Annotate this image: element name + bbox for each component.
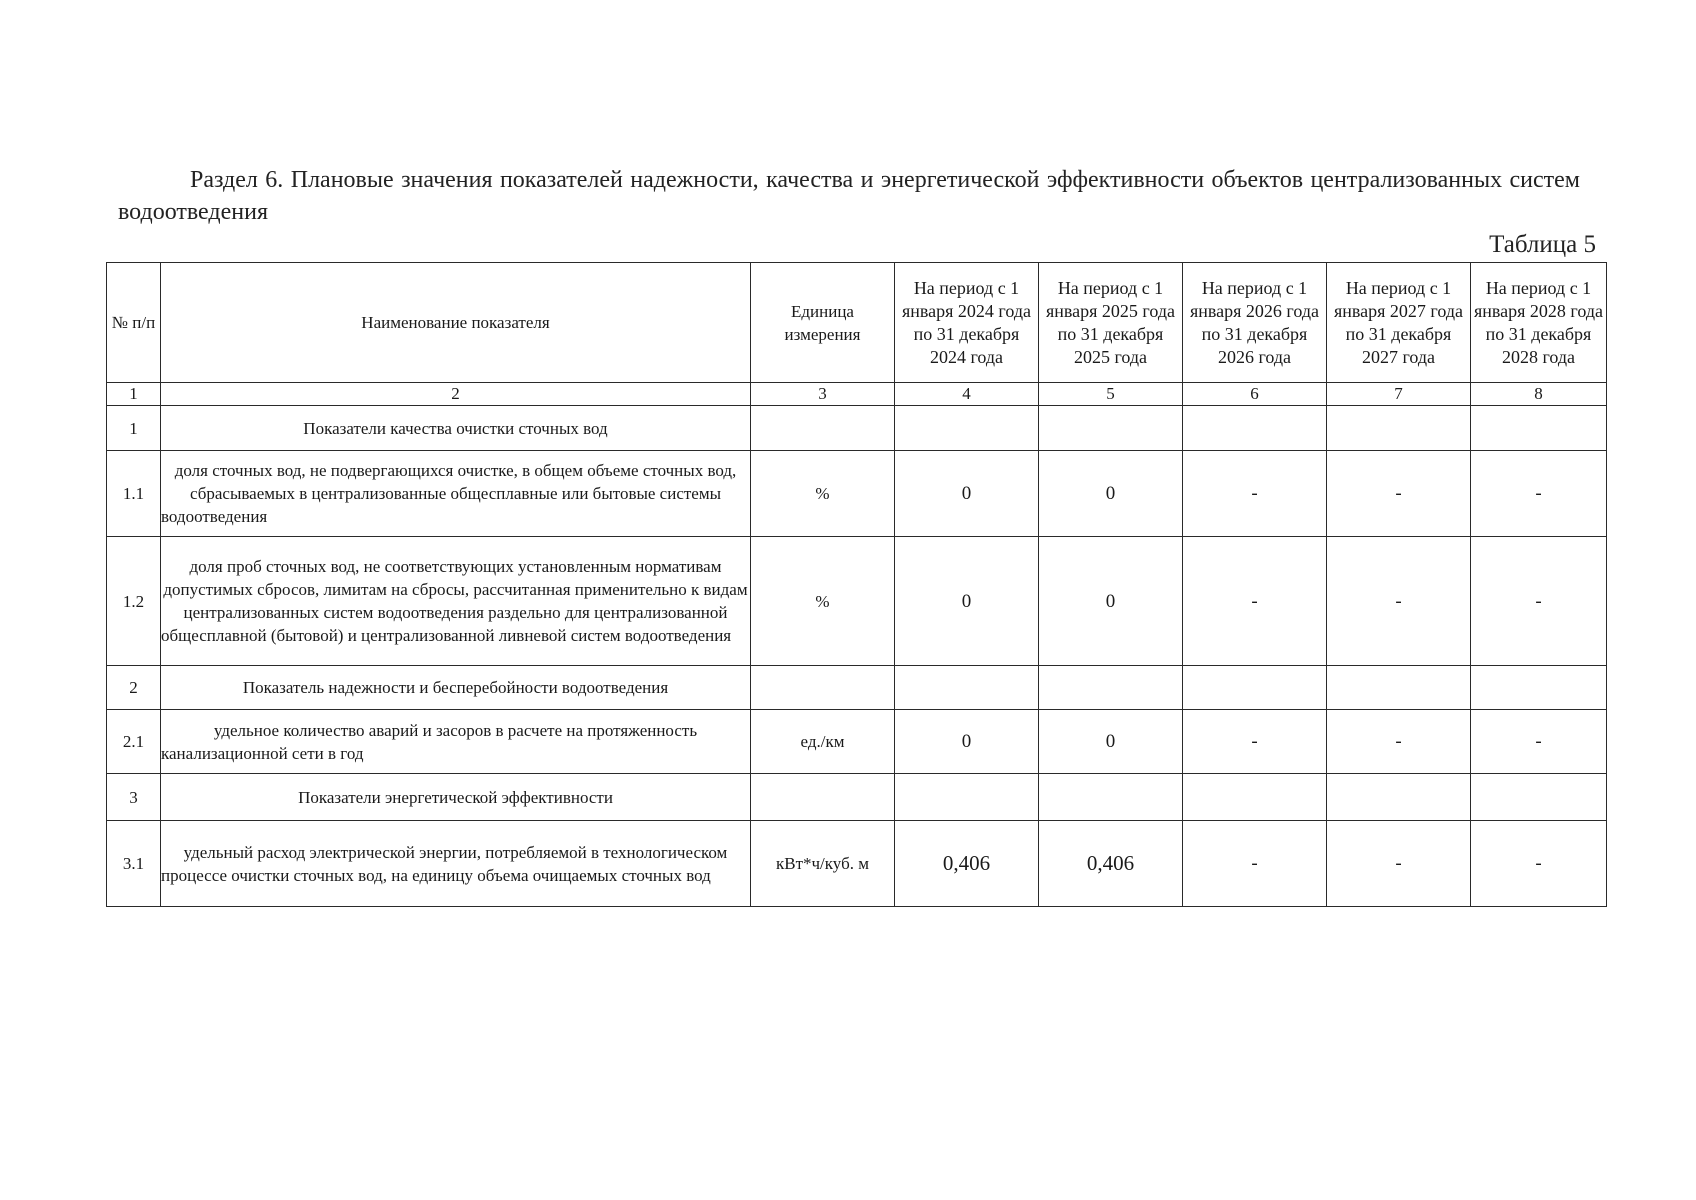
- indicator-name: удельный расход электрической энергии, потребляемой в технологическом процессе очистки сточных вод, на единицу объема очищаемых сточных вод: [161, 821, 751, 907]
- header-period-2027: На период с 1 января 2027 года по 31 декабря 2027 года: [1327, 263, 1471, 383]
- value-2026: -: [1183, 821, 1327, 907]
- empty-cell: [1471, 774, 1607, 821]
- value-2025: 0: [1039, 710, 1183, 774]
- column-number: 4: [895, 383, 1039, 406]
- empty-cell: [1471, 666, 1607, 710]
- column-number: 3: [751, 383, 895, 406]
- value-2027: -: [1327, 537, 1471, 666]
- section-row: [107, 666, 1607, 710]
- header-period-2024: На период с 1 января 2024 года по 31 декабря 2024 года: [895, 263, 1039, 383]
- column-number: 7: [1327, 383, 1471, 406]
- header-period-2026: На период с 1 января 2026 года по 31 декабря 2026 года: [1183, 263, 1327, 383]
- header-num: № п/п: [107, 263, 161, 383]
- empty-cell: [1183, 774, 1327, 821]
- value-2026: -: [1183, 710, 1327, 774]
- header-unit: Единица измерения: [751, 263, 895, 383]
- value-2024: 0: [895, 451, 1039, 537]
- value-2025: 0: [1039, 537, 1183, 666]
- section-heading: Раздел 6. Плановые значения показателей надежности, качества и энергетической эффективности объектов централизованных систем водоотведения: [118, 167, 1580, 225]
- header-period-2028: На период с 1 января 2028 года по 31 декабря 2028 года: [1471, 263, 1607, 383]
- empty-cell: [895, 774, 1039, 821]
- column-number-row: [107, 383, 1607, 406]
- empty-cell: [751, 774, 895, 821]
- value-2025: 0,406: [1039, 821, 1183, 907]
- section-title: Показатели качества очистки сточных вод: [161, 406, 751, 451]
- column-number: 8: [1471, 383, 1607, 406]
- section-number: 1: [107, 406, 161, 451]
- empty-cell: [1471, 406, 1607, 451]
- unit-cell: %: [751, 451, 895, 537]
- empty-cell: [895, 666, 1039, 710]
- empty-cell: [1039, 666, 1183, 710]
- column-number: 1: [107, 383, 161, 406]
- empty-cell: [1327, 774, 1471, 821]
- empty-cell: [1183, 406, 1327, 451]
- empty-cell: [751, 406, 895, 451]
- unit-cell: ед./км: [751, 710, 895, 774]
- column-number: 6: [1183, 383, 1327, 406]
- table-row: [107, 537, 1607, 666]
- value-2028: -: [1471, 537, 1607, 666]
- unit-cell: кВт*ч/куб. м: [751, 821, 895, 907]
- value-2026: -: [1183, 537, 1327, 666]
- header-row: [107, 263, 1607, 383]
- empty-cell: [1039, 406, 1183, 451]
- unit-cell: %: [751, 537, 895, 666]
- column-number: 5: [1039, 383, 1183, 406]
- value-2027: -: [1327, 821, 1471, 907]
- empty-cell: [1039, 774, 1183, 821]
- indicator-name: доля сточных вод, не подвергающихся очистке, в общем объеме сточных вод, сбрасываемых в централизованные общесплавные или бытовые системы водоотведения: [161, 451, 751, 537]
- indicator-name: доля проб сточных вод, не соответствующих установленным нормативам допустимых сбросов, лимитам на сбросы, рассчитанная применительно к видам централизованных систем водоотведения раздельно для централизованной общесплавной (бытовой) и централизованной ливневой систем водоотведения: [161, 537, 751, 666]
- indicator-name: удельное количество аварий и засоров в расчете на протяженность канализационной сети в год: [161, 710, 751, 774]
- value-2024: 0: [895, 537, 1039, 666]
- section-number: 3: [107, 774, 161, 821]
- value-2028: -: [1471, 451, 1607, 537]
- empty-cell: [1327, 666, 1471, 710]
- indicators-table: [106, 262, 1607, 907]
- section-number: 2: [107, 666, 161, 710]
- value-2024: 0,406: [895, 821, 1039, 907]
- table-caption: Таблица 5: [1489, 231, 1596, 258]
- value-2026: -: [1183, 451, 1327, 537]
- empty-cell: [751, 666, 895, 710]
- empty-cell: [1327, 406, 1471, 451]
- value-2027: -: [1327, 451, 1471, 537]
- row-number: 1.2: [107, 537, 161, 666]
- table-row: [107, 821, 1607, 907]
- value-2028: -: [1471, 710, 1607, 774]
- row-number: 2.1: [107, 710, 161, 774]
- header-period-2025: На период с 1 января 2025 года по 31 декабря 2025 года: [1039, 263, 1183, 383]
- header-name: Наименование показателя: [161, 263, 751, 383]
- value-2027: -: [1327, 710, 1471, 774]
- table-row: [107, 710, 1607, 774]
- column-number: 2: [161, 383, 751, 406]
- table-row: [107, 451, 1607, 537]
- value-2028: -: [1471, 821, 1607, 907]
- section-row: [107, 406, 1607, 451]
- empty-cell: [1183, 666, 1327, 710]
- row-number: 3.1: [107, 821, 161, 907]
- empty-cell: [895, 406, 1039, 451]
- section-row: [107, 774, 1607, 821]
- row-number: 1.1: [107, 451, 161, 537]
- section-title: Показатель надежности и бесперебойности водоотведения: [161, 666, 751, 710]
- value-2025: 0: [1039, 451, 1183, 537]
- section-title: Показатели энергетической эффективности: [161, 774, 751, 821]
- value-2024: 0: [895, 710, 1039, 774]
